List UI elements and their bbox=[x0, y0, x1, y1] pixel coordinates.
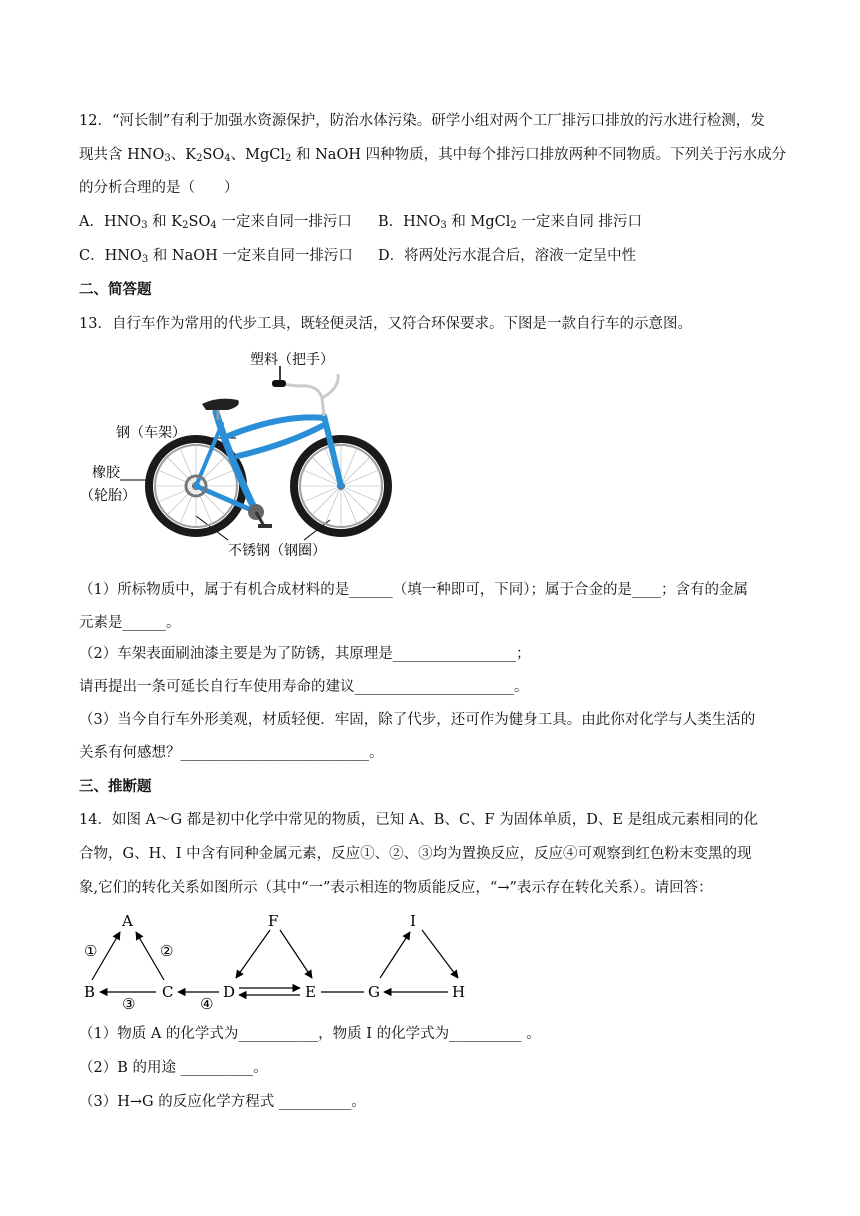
label-stainless-steel-rim: 不锈钢（钢圈） bbox=[228, 543, 326, 559]
q12-stem-line1: 12．“河长制”有利于加强水资源保护，防治水体污染。研学小组对两个工厂排污口排放的污水进行检测，发 bbox=[79, 113, 765, 129]
q12-option-d[interactable]: D．将两处污水混合后，溶液一定呈中性 bbox=[378, 248, 637, 264]
node-d: D bbox=[223, 983, 236, 1001]
label-steel-frame: 钢（车架） bbox=[116, 425, 186, 441]
q12-option-b[interactable]: B．$HNO_3$ 和 MgCl$_2$ 一定来自同 排污口 bbox=[378, 214, 642, 231]
node-b: B bbox=[84, 983, 96, 1001]
node-c: C bbox=[162, 983, 174, 1001]
bicycle-figure bbox=[78, 344, 408, 564]
q13-part2-line2: 请再提出一条可延长自行车使用寿命的建议______________________。 bbox=[79, 679, 529, 695]
q14-answer-2: （2）B 的用途 __________。 bbox=[79, 1060, 268, 1076]
node-i: I bbox=[410, 912, 416, 930]
q13-part3-line1: （3）当今自行车外形美观，材质轻便．牢固，除了代步，还可作为健身工具。由此你对化学与人类生活的 bbox=[79, 712, 756, 728]
label-rubber: 橡胶 bbox=[92, 465, 120, 481]
section-heading-short-answer: 二、简答题 bbox=[79, 281, 152, 298]
inference-diagram bbox=[76, 906, 476, 1012]
section-heading-inference: 三、推断题 bbox=[79, 778, 152, 795]
node-a: A bbox=[122, 912, 133, 930]
node-f: F bbox=[268, 912, 279, 930]
q14-answer-3: （3）H→G 的反应化学方程式 __________。 bbox=[79, 1094, 366, 1110]
q12-stem-line3: 的分析合理的是（ ） bbox=[79, 180, 239, 196]
q13-part3-line2: 关系有何感想？__________________________。 bbox=[79, 745, 384, 761]
q13-part2-line1: （2）车架表面刷油漆主要是为了防锈，其原理是_________________； bbox=[79, 646, 531, 662]
q13-intro: 13．自行车作为常用的代步工具，既轻便灵活，又符合环保要求。下图是一款自行车的示意图。 bbox=[79, 316, 692, 332]
q12-stem-line2: 现共含 $HNO_3$、$K_2SO_4$、MgCl$_2$ 和 NaOH 四种物质，其中每个排污口排放两种不同物质。下列关于污水成分 bbox=[79, 147, 787, 164]
q14-stem-line3: 象,它们的转化关系如图所示（其中“一”表示相连的物质能反应，“→”表示存在转化关系）。请回答： bbox=[79, 880, 713, 896]
reaction-3: ③ bbox=[122, 995, 136, 1012]
reaction-2: ② bbox=[160, 942, 174, 960]
q13-part1-line1: （1）所标物质中，属于有机合成材料的是______（填一种即可，下同）；属于合金的是____；含有的金属 bbox=[79, 582, 748, 598]
label-tire: （轮胎） bbox=[80, 488, 136, 504]
q14-stem-line1: 14．如图 A～G 都是初中化学中常见的物质，已知 A、B、C、F 为固体单质，D、E 是组成元素相同的化 bbox=[79, 812, 759, 828]
q13-part1-line2: 元素是______。 bbox=[79, 615, 181, 631]
node-e: E bbox=[305, 983, 316, 1001]
bike-frame bbox=[196, 412, 341, 512]
q14-stem-line2: 合物，G、H、I 中含有同种金属元素，反应①、②、③均为置换反应，反应④可观察到红色粉末变黑的现 bbox=[79, 846, 752, 862]
q12-option-a[interactable]: A．$HNO_3$ 和 $K_2SO_4$ 一定来自同一排污口 bbox=[79, 214, 352, 231]
node-h: H bbox=[452, 983, 466, 1001]
reaction-1: ① bbox=[84, 942, 98, 960]
q14-answer-1: （1）物质 A 的化学式为___________，物质 I 的化学式为__________ 。 bbox=[79, 1026, 541, 1042]
q12-option-c[interactable]: C．$HNO_3$ 和 NaOH 一定来自同一排污口 bbox=[79, 248, 353, 265]
label-plastic-handle: 塑料（把手） bbox=[250, 352, 334, 368]
reaction-4: ④ bbox=[200, 995, 214, 1012]
node-g: G bbox=[368, 983, 380, 1001]
